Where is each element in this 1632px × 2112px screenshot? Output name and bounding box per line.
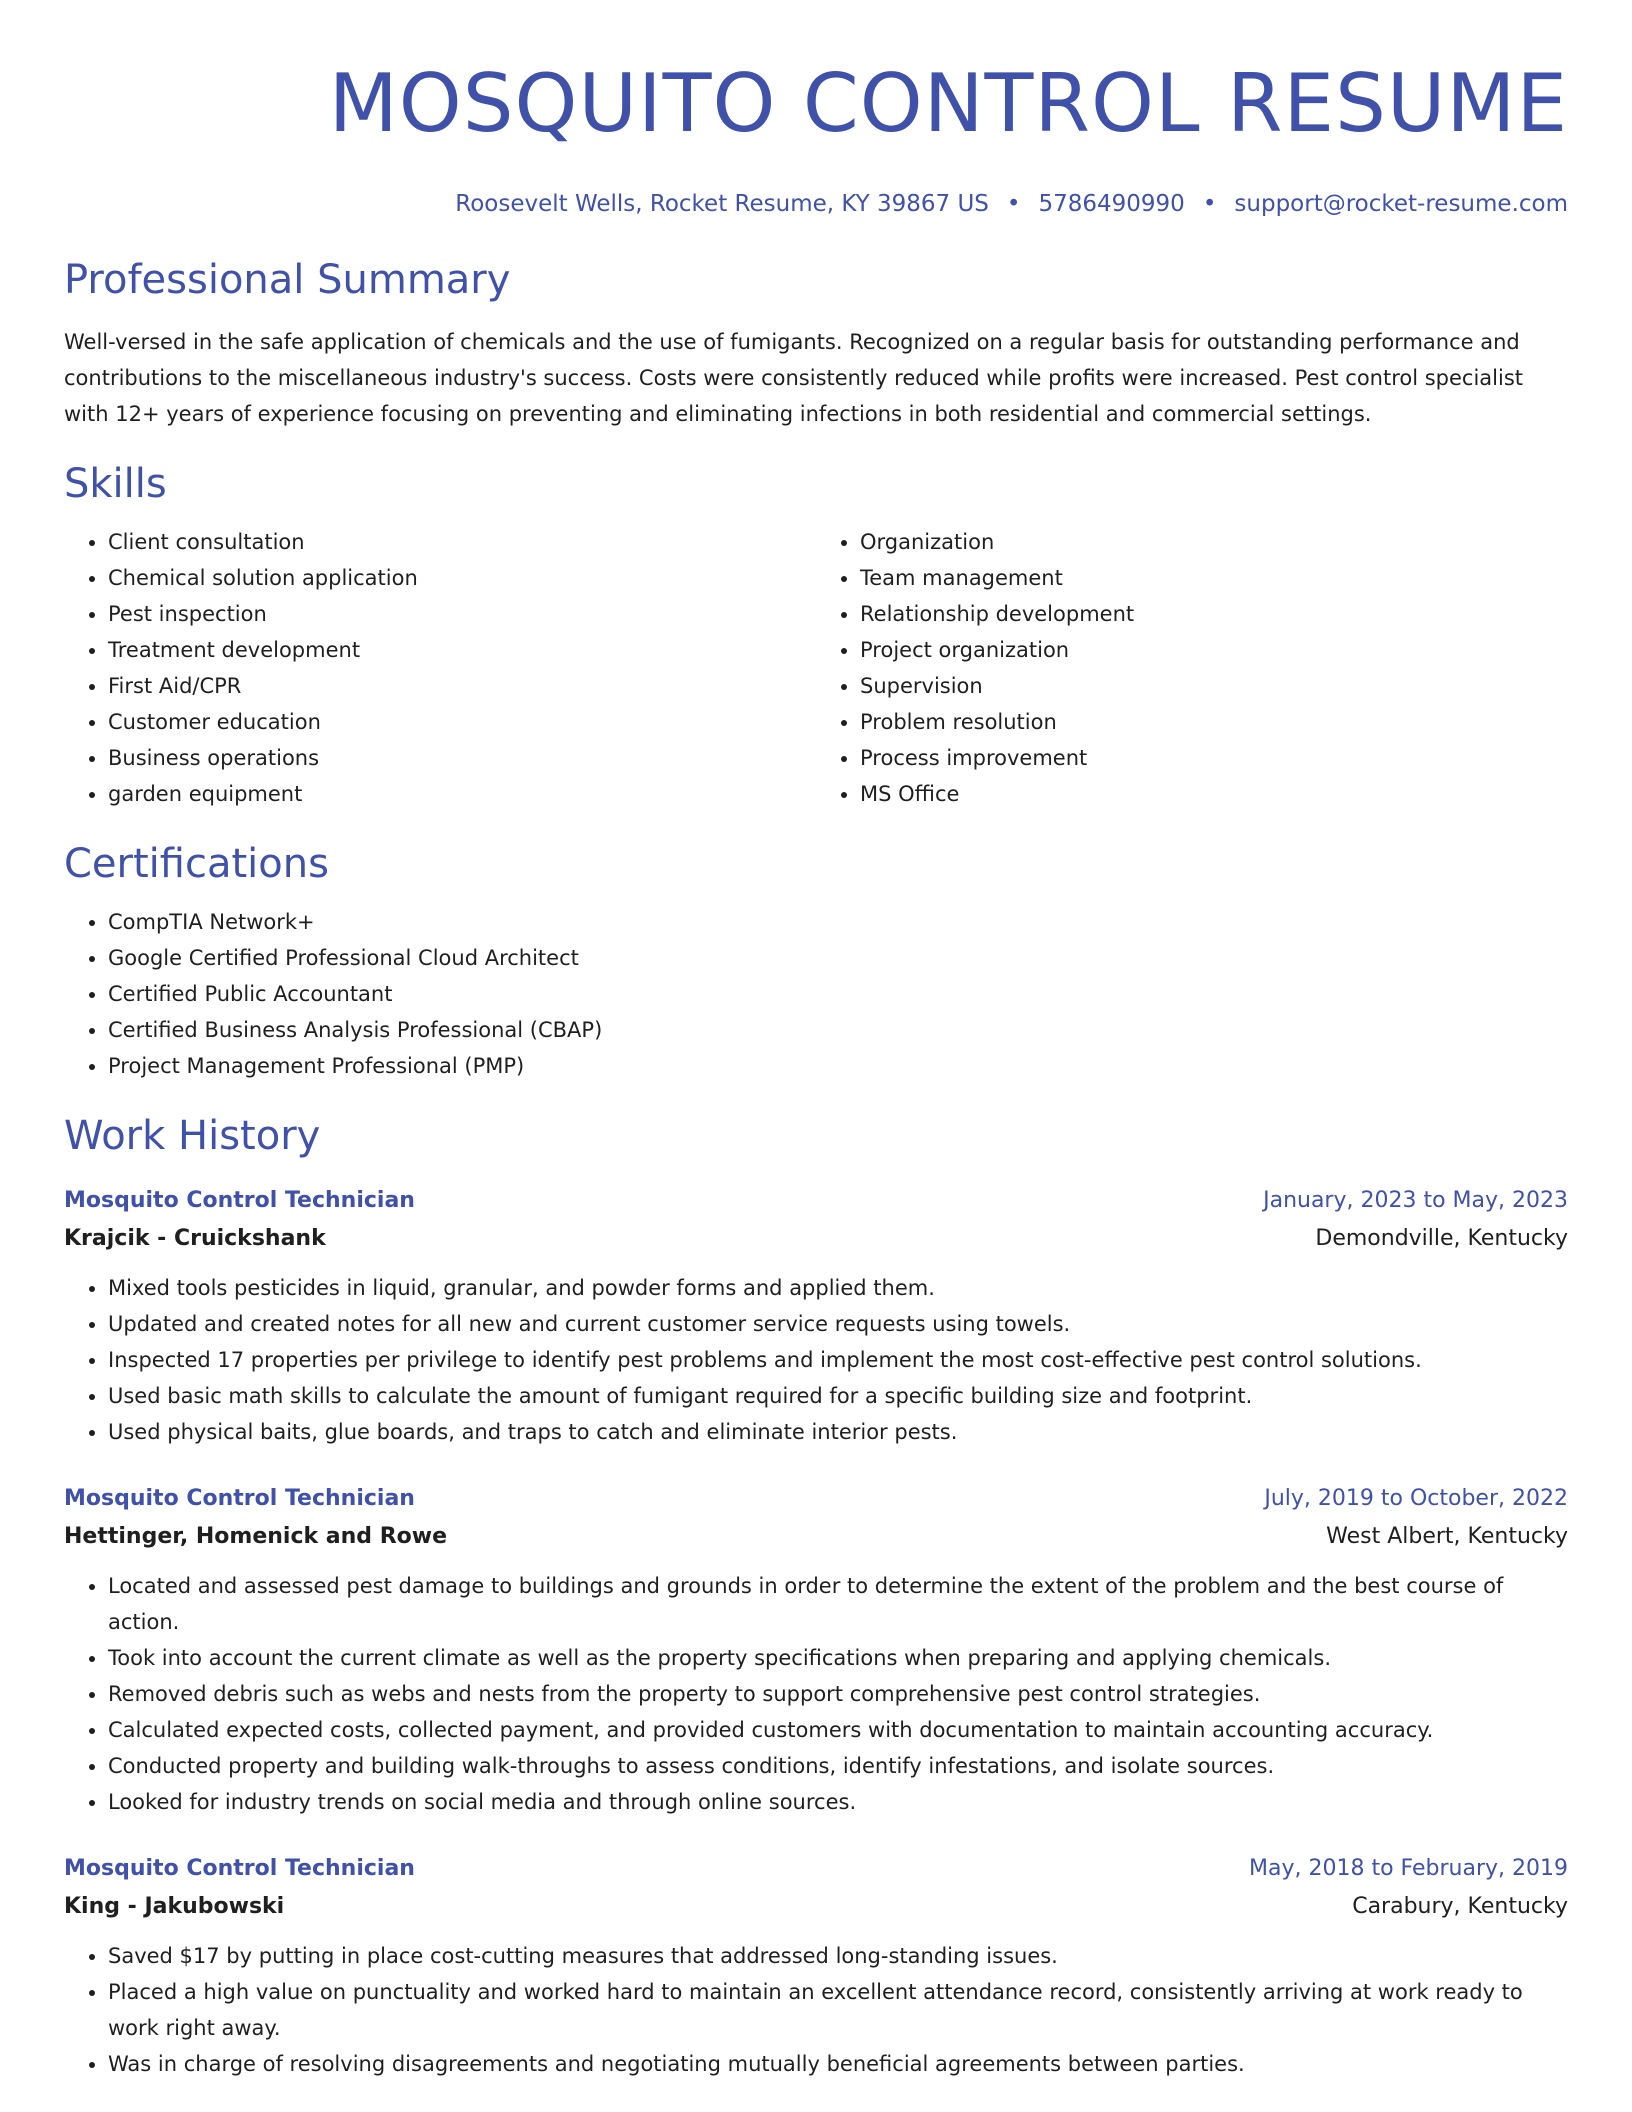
- skills-list-left: [64, 524, 816, 812]
- job-bullets: [64, 1270, 1568, 1450]
- work-history-heading: Work History: [64, 1113, 321, 1159]
- job-employer-row: [64, 1518, 1568, 1556]
- skill-item: • garden equipment: [108, 776, 816, 812]
- skill-item: • Process improvement: [860, 740, 1568, 776]
- job-bullet: • Used basic math skills to calculate the amount of fumigant required for a specific building size and footprint.: [108, 1378, 1568, 1414]
- contact-separator: •: [1202, 191, 1217, 217]
- certification-item: • Project Management Professional (PMP): [108, 1048, 1568, 1084]
- skills-heading: Skills: [64, 461, 167, 507]
- skill-item: • MS Office: [860, 776, 1568, 812]
- skills-list-right: [816, 524, 1568, 812]
- skill-item: • Team management: [860, 560, 1568, 596]
- job-bullet: • Saved $17 by putting in place cost-cutting measures that addressed long-standing issues.: [108, 1938, 1568, 1974]
- job-dates: May, 2018 to February, 2019: [1249, 1856, 1568, 1881]
- skill-item: • Supervision: [860, 668, 1568, 704]
- job-bullet: • Conducted property and building walk-throughs to assess conditions, identify infestations, and isolate sources.: [108, 1748, 1568, 1784]
- job-bullet: • Mixed tools pesticides in liquid, granular, and powder forms and applied them.: [108, 1270, 1568, 1306]
- job-bullet: • Looked for industry trends on social media and through online sources.: [108, 1784, 1568, 1820]
- job-header-row: [64, 1850, 1568, 1888]
- job-bullet: • Was in charge of resolving disagreements and negotiating mutually beneficial agreements between parties.: [108, 2046, 1568, 2082]
- job-title: Mosquito Control Technician: [64, 1486, 415, 1511]
- contact-separator: •: [1006, 191, 1021, 217]
- certification-item: • Certified Public Accountant: [108, 976, 1568, 1012]
- job-bullet: • Removed debris such as webs and nests from the property to support comprehensive pest control strategies.: [108, 1676, 1568, 1712]
- certification-item: • Google Certified Professional Cloud Architect: [108, 940, 1568, 976]
- skill-item: • Pest inspection: [108, 596, 816, 632]
- skill-item: • Treatment development: [108, 632, 816, 668]
- job-bullets: [64, 1938, 1568, 2082]
- job-location: West Albert, Kentucky: [1326, 1524, 1568, 1549]
- job-bullets: [64, 1568, 1568, 1820]
- resume-page: [64, 0, 1568, 2082]
- summary-heading: Professional Summary: [64, 257, 511, 303]
- certifications-heading: Certifications: [64, 841, 329, 887]
- job-employer-row: [64, 1220, 1568, 1258]
- job-title: Mosquito Control Technician: [64, 1188, 415, 1213]
- skill-item: • Business operations: [108, 740, 816, 776]
- certification-item: • Certified Business Analysis Professional (CBAP): [108, 1012, 1568, 1048]
- summary-text: Well-versed in the safe application of chemicals and the use of fumigants. Recognized on a regular basis for outstanding performance and contributions to the miscellaneous industry's success. Costs were consistently reduced while profits were increased. Pest control specialist with 12+ years of experience focusing on preventing and eliminating infections in both residential and commercial settings.: [64, 330, 1524, 426]
- contact-address: Roosevelt Wells, Rocket Resume, KY 39867 US: [455, 191, 989, 217]
- certification-item: • CompTIA Network+: [108, 904, 1568, 940]
- contact-phone: 5786490990: [1038, 191, 1185, 217]
- resume-title: MOSQUITO CONTROL RESUME: [328, 57, 1568, 150]
- job-bullet: • Located and assessed pest damage to buildings and grounds in order to determine the extent of the problem and the best course of action.: [108, 1568, 1568, 1640]
- contact-email: support@rocket-resume.com: [1234, 191, 1568, 217]
- skill-item: • Customer education: [108, 704, 816, 740]
- job-bullet: • Placed a high value on punctuality and worked hard to maintain an excellent attendance record, consistently arriving at work ready to work right away.: [108, 1974, 1568, 2046]
- job-entry: [64, 1480, 1568, 1820]
- skill-item: • Project organization: [860, 632, 1568, 668]
- job-employer-row: [64, 1888, 1568, 1926]
- skill-item: • Chemical solution application: [108, 560, 816, 596]
- job-location: Demondville, Kentucky: [1315, 1226, 1568, 1251]
- job-bullet: • Took into account the current climate as well as the property specifications when preparing and applying chemicals.: [108, 1640, 1568, 1676]
- skill-item: • First Aid/CPR: [108, 668, 816, 704]
- skill-item: • Client consultation: [108, 524, 816, 560]
- job-company: Hettinger, Homenick and Rowe: [64, 1524, 447, 1549]
- job-company: King - Jakubowski: [64, 1894, 285, 1919]
- contact-line: [64, 188, 1568, 220]
- job-header-row: [64, 1182, 1568, 1220]
- job-bullet: • Calculated expected costs, collected payment, and provided customers with documentation to maintain accounting accuracy.: [108, 1712, 1568, 1748]
- job-entry: [64, 1850, 1568, 2082]
- skill-item: • Problem resolution: [860, 704, 1568, 740]
- job-entry: [64, 1182, 1568, 1450]
- job-company: Krajcik - Cruickshank: [64, 1226, 326, 1251]
- skill-item: • Relationship development: [860, 596, 1568, 632]
- job-dates: July, 2019 to October, 2022: [1264, 1486, 1568, 1511]
- job-header-row: [64, 1480, 1568, 1518]
- job-location: Carabury, Kentucky: [1352, 1894, 1568, 1919]
- job-bullet: • Used physical baits, glue boards, and traps to catch and eliminate interior pests.: [108, 1414, 1568, 1450]
- job-dates: January, 2023 to May, 2023: [1263, 1188, 1568, 1213]
- job-bullet: • Updated and created notes for all new and current customer service requests using towels.: [108, 1306, 1568, 1342]
- skill-item: • Organization: [860, 524, 1568, 560]
- job-title: Mosquito Control Technician: [64, 1856, 415, 1881]
- job-bullet: • Inspected 17 properties per privilege to identify pest problems and implement the most cost-effective pest control solutions.: [108, 1342, 1568, 1378]
- certifications-list: [64, 904, 1568, 1084]
- skills-columns: [64, 524, 1568, 812]
